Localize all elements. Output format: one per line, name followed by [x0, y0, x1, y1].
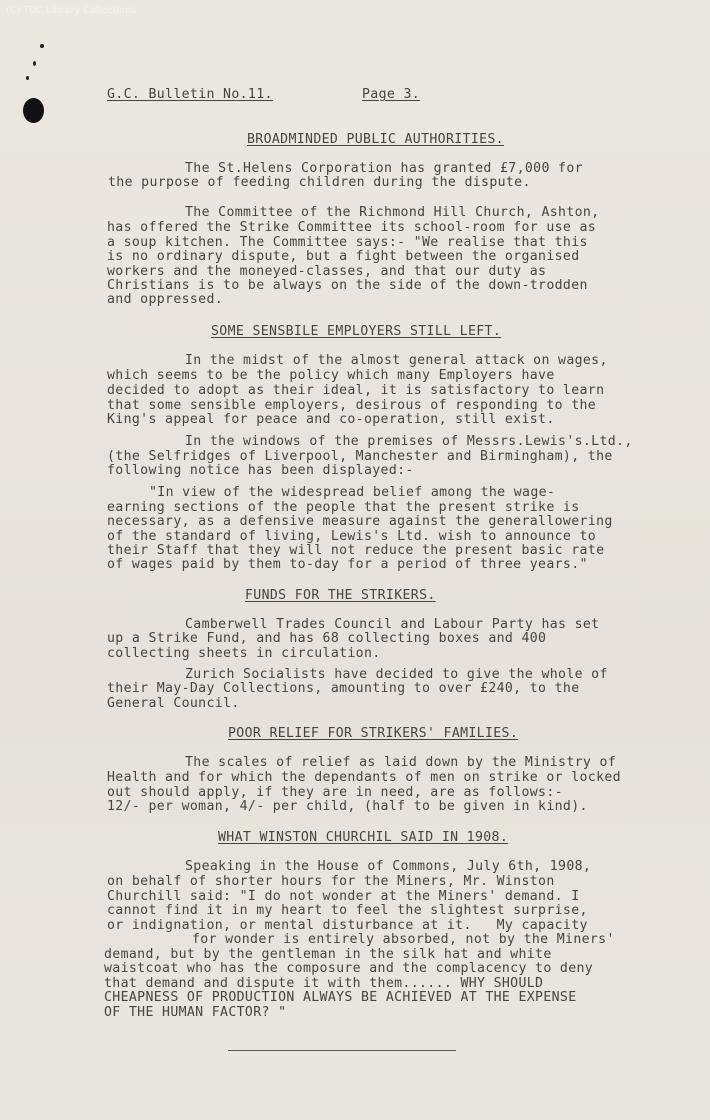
- ink-speck: [26, 76, 29, 80]
- text-line: up a Strike Fund, and has 68 collecting boxes and 400: [107, 631, 547, 646]
- text-line: General Council.: [107, 696, 240, 711]
- section-heading: WHAT WINSTON CHURCHIL SAID IN 1908.: [218, 830, 509, 845]
- text-line: demand, but by the gentleman in the silk hat and white: [104, 947, 552, 962]
- text-line: for wonder is entirely absorbed, not by the Miners': [192, 932, 615, 947]
- text-line: a soup kitchen. The Committee says:- "We realise that this: [107, 235, 588, 250]
- text-line: that some sensible employers, desirous of responding to the: [107, 398, 597, 413]
- text-line: Churchill said: "I do not wonder at the Miners' demand. I: [107, 889, 580, 904]
- text-line: which seems to be the policy which many Employers have: [107, 368, 555, 383]
- text-line: King's appeal for peace and co-operation, still exist.: [107, 412, 555, 427]
- text-line: Speaking in the House of Commons, July 6th, 1908,: [185, 859, 592, 874]
- text-line: necessary, as a defensive measure against the generallowering: [107, 514, 613, 529]
- text-line: The St.Helens Corporation has granted £7,000 for: [185, 161, 583, 176]
- text-line: 12/- per woman, 4/- per child, (half to be given in kind).: [107, 799, 588, 814]
- text-line: collecting sheets in circulation.: [107, 646, 381, 661]
- text-line: their Staff that they will not reduce the present basic rate: [107, 543, 605, 558]
- text-line: Health and for which the dependants of men on strike or locked: [107, 770, 621, 785]
- text-line: cannot find it in my heart to feel the slightest surprise,: [107, 903, 588, 918]
- text-line: waistcoat who has the composure and the complacency to deny: [104, 961, 594, 976]
- copyright-watermark: (C) TUC Library Collections: [6, 5, 137, 16]
- text-line: In the midst of the almost general attack on wages,: [185, 353, 608, 368]
- text-line: Camberwell Trades Council and Labour Party has set: [185, 617, 600, 632]
- text-line: is no ordinary dispute, but a fight between the organised: [107, 249, 580, 264]
- text-line: "In view of the widespread belief among the wage-: [149, 485, 556, 500]
- text-line: and oppressed.: [107, 292, 224, 307]
- text-line: CHEAPNESS OF PRODUCTION ALWAYS BE ACHIEVED AT THE EXPENSE: [104, 990, 577, 1005]
- section-heading: FUNDS FOR THE STRIKERS.: [245, 588, 436, 603]
- text-line: of the standard of living, Lewis's Ltd. wish to announce to: [107, 529, 597, 544]
- text-line: their May-Day Collections, amounting to over £240, to the: [107, 681, 580, 696]
- text-line: out should apply, if they are in need, are as follows:-: [107, 785, 563, 800]
- ink-speck: [40, 44, 44, 48]
- section-heading: BROADMINDED PUBLIC AUTHORITIES.: [247, 132, 504, 147]
- text-line: Zurich Socialists have decided to give the whole of: [185, 667, 608, 682]
- text-line: the purpose of feeding children during the dispute.: [108, 175, 531, 190]
- section-heading: SOME SENSBILE EMPLOYERS STILL LEFT.: [211, 324, 502, 339]
- text-line: (the Selfridges of Liverpool, Manchester and Birmingham), the: [107, 449, 613, 464]
- text-line: decided to adopt as their ideal, it is satisfactory to learn: [107, 383, 605, 398]
- punch-hole: [23, 98, 44, 123]
- text-line: has offered the Strike Committee its school-room for use as: [107, 220, 597, 235]
- text-line: or indignation, or mental disturbance at it. My capacity: [107, 918, 588, 933]
- section-heading: POOR RELIEF FOR STRIKERS' FAMILIES.: [228, 726, 519, 741]
- text-line: In the windows of the premises of Messrs.Lewis's.Ltd.,: [185, 434, 633, 449]
- text-line: on behalf of shorter hours for the Miners, Mr. Winston: [107, 874, 555, 889]
- text-line: Christians is to be always on the side of the down-trodden: [107, 278, 588, 293]
- text-line: following notice has been displayed:-: [107, 463, 414, 478]
- text-line: workers and the moneyed-classes, and that our duty as: [107, 264, 547, 279]
- text-line: of wages paid by them to-day for a period of three years.": [107, 557, 588, 572]
- bulletin-number: G.C. Bulletin No.11.: [107, 87, 273, 102]
- text-line: The Committee of the Richmond Hill Church, Ashton,: [185, 205, 600, 220]
- text-line: that demand and dispute it with them...... WHY SHOULD: [104, 976, 544, 991]
- text-line: OF THE HUMAN FACTOR? ": [104, 1005, 287, 1020]
- text-line: earning sections of the people that the present strike is: [107, 500, 580, 515]
- ink-speck: [33, 61, 36, 66]
- page-number: Page 3.: [362, 87, 421, 102]
- text-line: The scales of relief as laid down by the Ministry of: [185, 755, 617, 770]
- closing-rule: [228, 1050, 456, 1051]
